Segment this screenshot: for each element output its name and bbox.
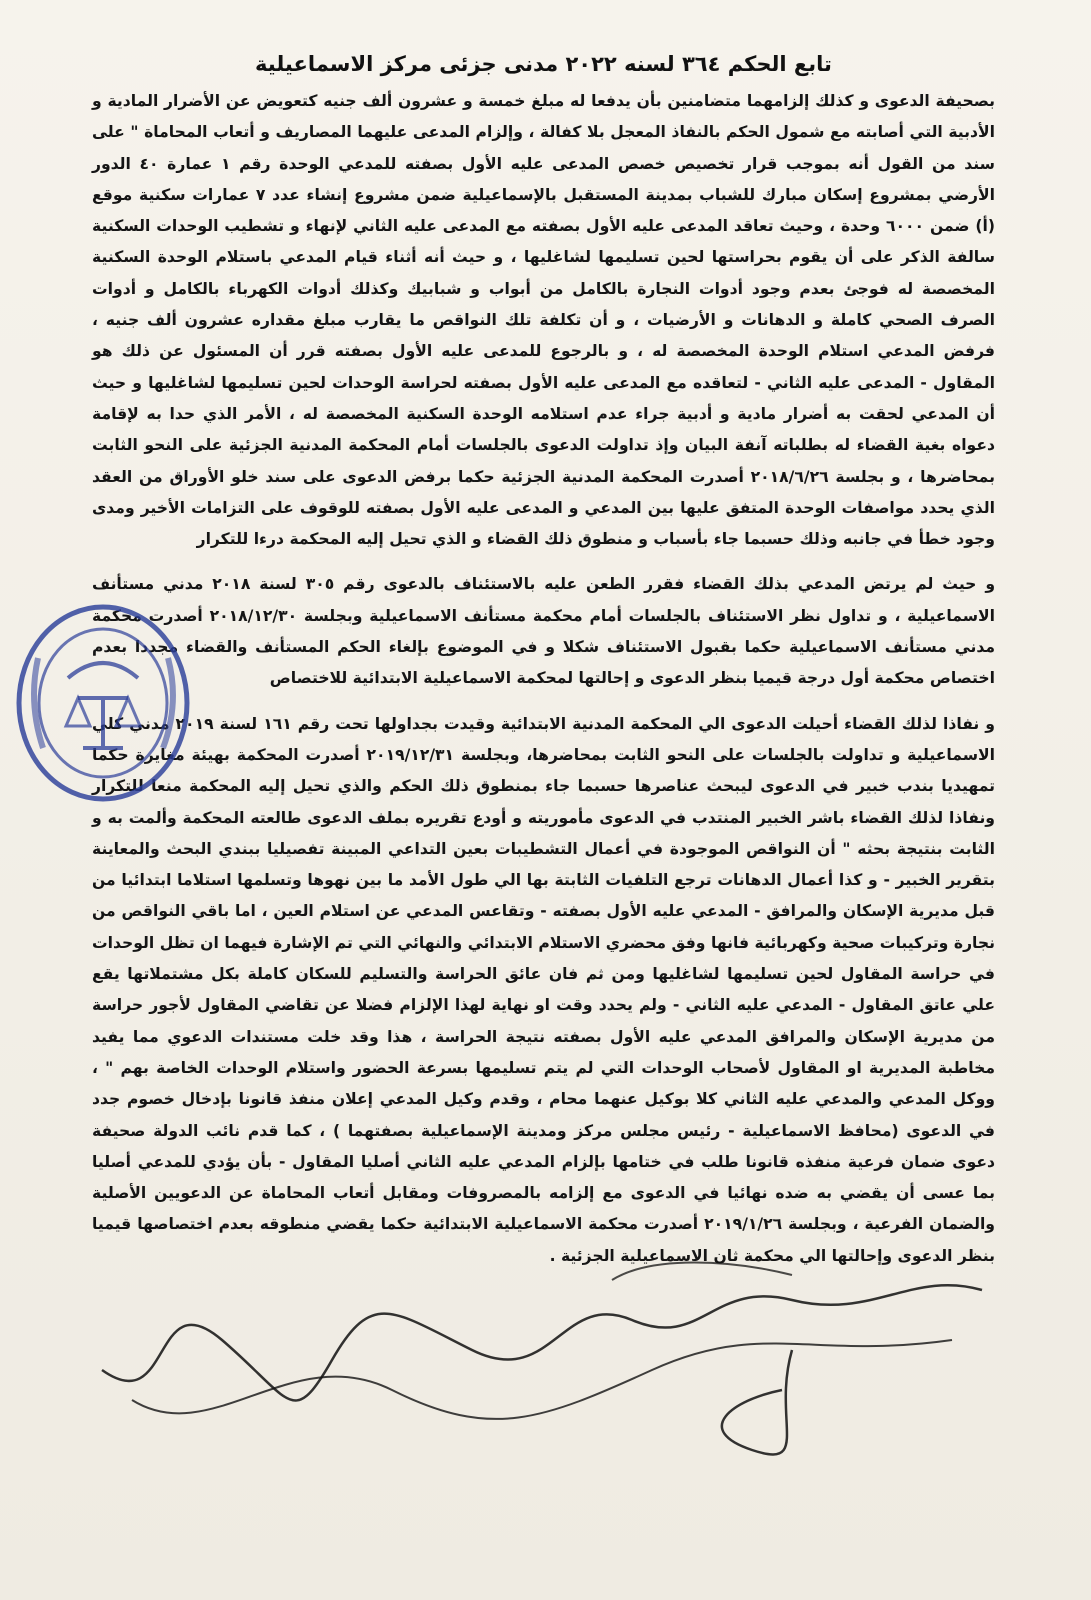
document-title: تابع الحكم ٣٦٤ لسنه ٢٠٢٢ مدنى جزئى مركز الاسماعيلية	[255, 52, 832, 76]
paragraph-3: و نفاذا لذلك القضاء أحيلت الدعوى الي المحكمة المدنية الابتدائية وقيدت بجداولها تحت رقم ١٦١ لسنة ٢٠١٩ مدني كلي الاسماعيلية و تداولت بالجلسات على النحو الثابت بمحاضرها، وبجلسة ٢٠١٩/١٢/٣١ أصدرت المحكمة بهيئة مغايرة حكما تمهيديا بندب خبير في الدعوى ليبحث عناصرها حسبما جاء بمنطوق ذلك الحكم والذي تحيل إليه المحكمة منعا للتكرار ونفاذا لذلك القضاء باشر الخبير المنتدب في الدعوى مأموريته و أودع تقريره بملف الدعوى طالعته المحكمة وألمت به و الثابت بنتيجة بحثه " أن النواقص الموجودة في أعمال التشطيبات بعين التداعي المبينة تفصيليا ببندي البحث والمعاينة بتقرير الخبير - و كذا أعمال الدهانات ترجع التلفيات الثابتة بها الي طول الأمد ما بين نهوها وتسلمها استلاما ابتدائيا من قبل مديرية الإسكان والمرافق - المدعي عليه الأول بصفته - وتقاعس المدعي عن استلام العين ، اما باقي النواقص من نجارة وتركيبات صحية وكهربائية فانها وفق محضري الاستلام الابتدائي والنهائي التي تم الإشارة فيهما ان تظل الوحدات في حراسة المقاول لحين تسليمها لشاغليها ومن ثم فان عائق الحراسة والتسليم للسكان كاملة بكل مشتملاتها يقع علي عاتق المقاول - المدعي عليه الثاني - ولم يحدد وقت او نهاية لهذا الإلزام فضلا عن تقاضي المقاول لأجور حراسة من مديرية الإسكان والمرافق المدعي عليه الأول بصفته نتيجة الحراسة ، هذا وقد خلت مستندات الدعوي مما يفيد مخاطبة المديرية او المقاول لأصحاب الوحدات التي لم يتم تسليمها بسرعة الحضور واستلام الوحدات الخاصة بهم " ، ووكل المدعي والمدعي عليه الثاني كلا بوكيل عنهما محام ، وقدم وكيل المدعي إعلان منفذ قانونا بإدخال خصوم جدد في الدعوى (محافظ الاسماعيلية - رئيس مجلس مركز ومدينة الإسماعيلية بصفتهما ) ، كما قدم نائب الدولة صحيفة دعوى ضمان فرعية منفذه قانونا طلب في ختامها بإلزام المدعي عليه الثاني أصليا المقاول - بأن يؤدي للمدعي أصليا بما عسى أن يقضي به ضده نهائيا في الدعوى مع إلزامه بالمصروفات ومقابل أتعاب المحاماة عن الدعويين الأصلية والضمان الفرعية ، وبجلسة ٢٠١٩/١/٢٦ أصدرت محكمة الاسماعيلية الابتدائية حكما يقضي منطوقه بعدم اختصاصها قيميا بنظر الدعوى وإحالتها الي محكمة ثان الاسماعيلية الجزئية .	[92, 714, 995, 1265]
signature-icon	[92, 1250, 992, 1480]
paragraph-2: و حيث لم يرتض المدعي بذلك القضاء فقرر الطعن عليه بالاستئناف بالدعوى رقم ٣٠٥ لسنة ٢٠١٨ مدني مستأنف الاسماعيلية ، و تداول نظر الاستئناف بالجلسات أمام محكمة مستأنف الاسماعيلية وبجلسة ٢٠١٨/١٢/٣٠ أصدرت محكمة مدني مستأنف الاسماعيلية حكما بقبول الاستئناف شكلا و في الموضوع بإلغاء الحكم المستأنف والقضاء مجددا بعدم اختصاص محكمة أول درجة قيميا بنظر الدعوى و إحالتها لمحكمة الاسماعيلية الابتدائية للاختصاص	[92, 575, 996, 688]
paragraph-1: بصحيفة الدعوى و كذلك إلزامهما متضامنين بأن يدفعا له مبلغ خمسة و عشرون ألف جنيه كتعويض عن الأضرار المادية و الأدبية التي أصابته مع شمول الحكم بالنفاذ المعجل بلا كفالة ، وإلزام المدعى عليهما المصاريف و أتعاب المحاماة " على سند من القول أنه بموجب قرار تخصيص خصص المدعى عليه الأول بصفته للمدعي الوحدة رقم ١ عمارة ٤٠ الدور الأرضي بمشروع إسكان مبارك للشباب بمدينة المستقبل بالإسماعيلية ضمن مشروع إنشاء عدد ٧ عمارات سكنية موقع (أ) ضمن ٦٠٠٠ وحدة ، وحيث تعاقد المدعى عليه الأول بصفته مع المدعى عليه الثاني لإنهاء و تشطيب الوحدات السكنية سالفة الذكر على أن يقوم بحراستها لحين تسليمها لشاغليها ، و حيث أنه أثناء قيام المدعي باستلام الوحدة السكنية المخصصة له فوجئ بعدم وجود أدوات النجارة بالكامل من أبواب و شبابيك وكذلك أدوات الكهرباء بالكامل و أدوات الصرف الصحي كاملة و الدهانات و الأرضيات ، و أن تكلفة تلك النواقص ما يقارب مبلغ مقداره عشرون ألف جنيه ، فرفض المدعي استلام الوحدة المخصصة له ، و بالرجوع للمدعى عليه الأول بصفته قرر أن المسئول عن ذلك هو المقاول - المدعى عليه الثاني - لتعاقده مع المدعى عليه الأول بصفته لحراسة الوحدات لحين تسليمها لشاغليها و حيث أن المدعي لحقت به أضرار مادية و أدبية جراء عدم استلامه الوحدة السكنية المخصصة له ، الأمر الذي حدا به لإقامة دعواه بغية القضاء له بطلباته آنفة البيان وإذ تداولت الدعوى بالجلسات أمام المحكمة المدنية الجزئية على النحو الثابت بمحاضرها ، و بجلسة ٢٠١٨/٦/٢٦ أصدرت المحكمة المدنية الجزئية حكما برفض الدعوى على سند خلو الأوراق من العقد الذي يحدد مواصفات الوحدة المتفق عليها بين المدعي و المدعى عليه الأول بصفته للوقوف على التزامات الأخير ومدى وجود خطأ في جانبه وذلك حسبما جاء بأسباب و منطوق ذلك القضاء و الذي تحيل إليه المحكمة درءا للتكرار	[92, 92, 996, 549]
